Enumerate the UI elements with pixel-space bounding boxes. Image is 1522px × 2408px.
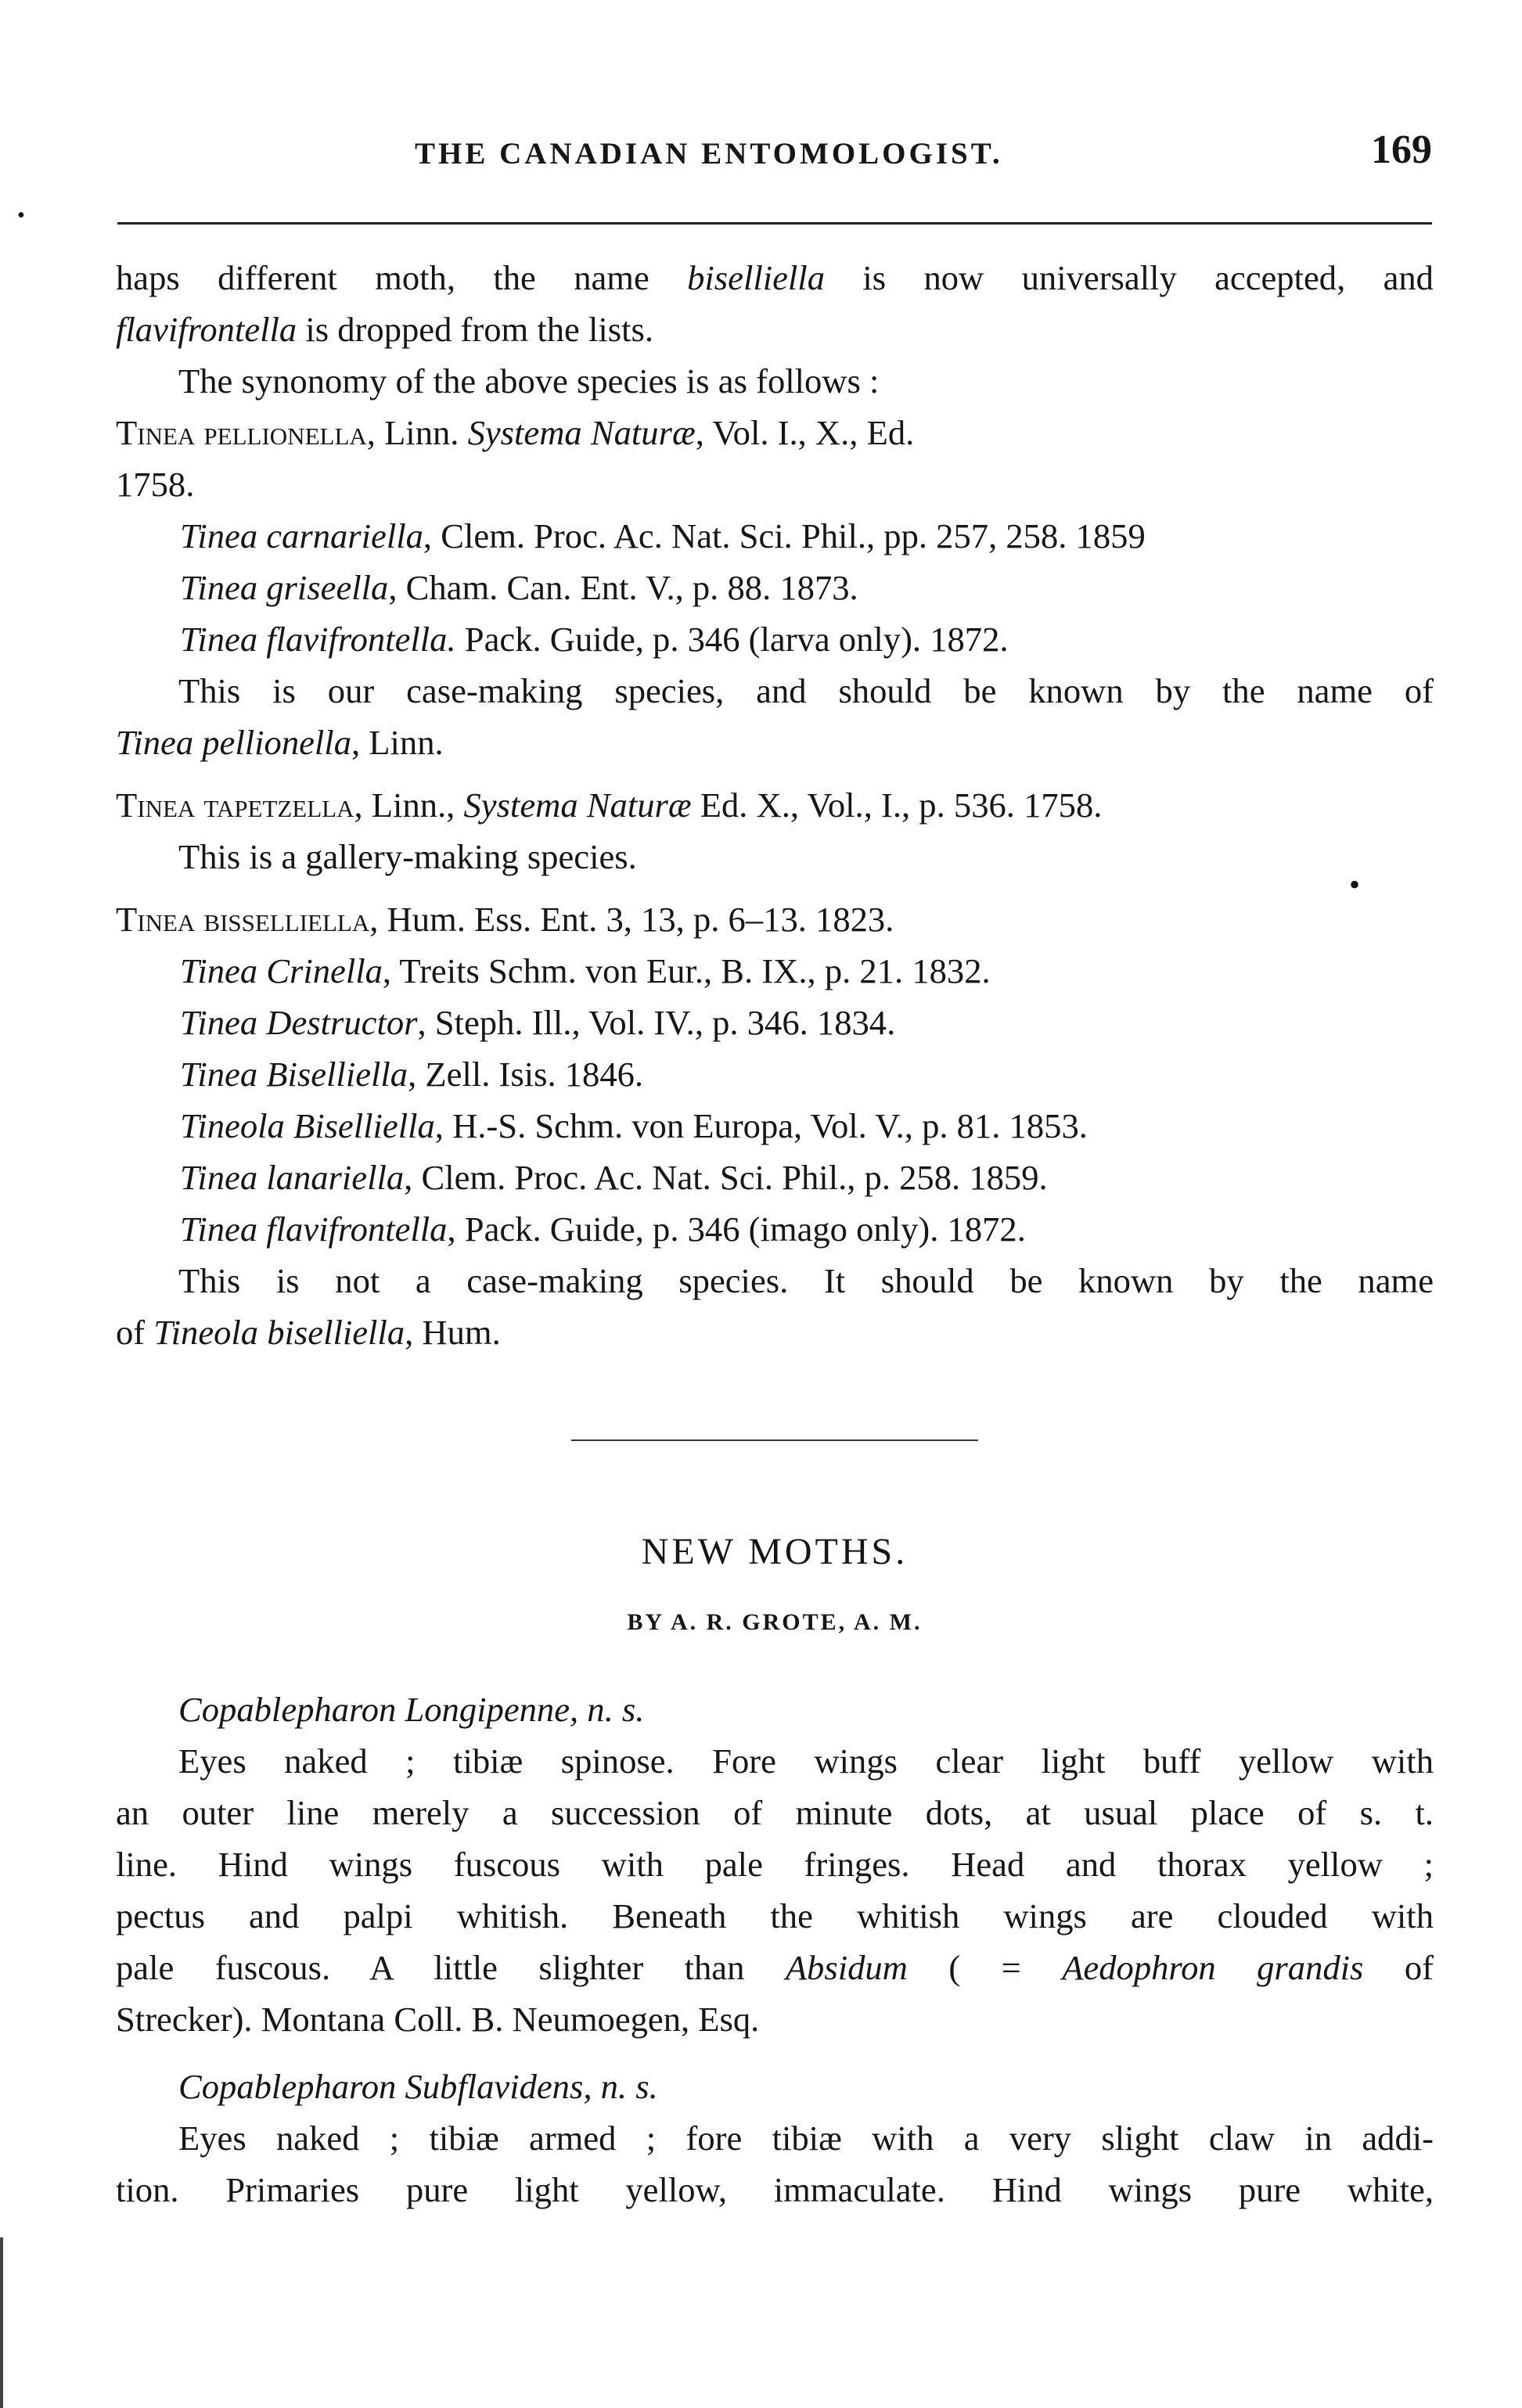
stray-mark: • [1349,867,1361,902]
species-name: Tinea bisselliella [116,900,370,939]
text-line: This is a gallery-making species. [178,837,637,876]
text-line: an outer line merely a succession of minute dots, at usual place of s. t. [116,1793,1434,1832]
synonym-line: Tinea Biselliella, Zell. Isis. 1846. [180,1055,644,1094]
synonym-line: Tinea griseella, Cham. Can. Ent. V., p. 88. 1873. [180,568,858,607]
synonym-line: Tineola Biselliella, H.-S. Schm. von Europa, Vol. V., p. 81. 1853. [180,1106,1088,1145]
text-line: line. Hind wings fuscous with pale fringes. Head and thorax yellow ; [116,1845,1434,1884]
section-separator [571,1439,978,1441]
page-body [116,252,1434,2216]
text-line: haps different moth, the name biselliella is now universally accepted, and [116,258,1434,297]
synonym-line: Tinea carnariella, Clem. Proc. Ac. Nat. Sci. Phil., pp. 257, 258. 1859 [180,516,1146,555]
text-line: of Tineola biselliella, Hum. [116,1313,501,1352]
species-entry: Tinea tapetzella, Linn., Systema Naturæ Ed. X., Vol., I., p. 536. 1758. [116,785,1103,825]
species-entry: Tinea pellionella, Linn. Systema Naturæ, Vol. I., X., Ed. [116,413,915,452]
page-header [117,128,1432,186]
synonym-line: Tinea lanariella, Clem. Proc. Ac. Nat. Sci. Phil., p. 258. 1859. [180,1158,1048,1197]
text-line: Tinea pellionella, Linn. [116,723,444,762]
text-line: Eyes naked ; tibiæ spinose. Fore wings clear light buff yellow with [178,1741,1434,1781]
article-title: NEW MOTHS. [641,1531,909,1572]
species-heading: Copablepharon Longipenne, n. s. [178,1690,645,1729]
running-head: THE CANADIAN ENTOMOLOGIST. [415,137,1003,171]
text-line: This is not a case-making species. It should be known by the name [178,1261,1434,1300]
synonym-line: Tinea flavifrontella, Pack. Guide, p. 346 (imago only). 1872. [180,1209,1026,1249]
text-line: tion. Primaries pure light yellow, immaculate. Hind wings pure white, [116,2170,1434,2209]
text-line: This is our case-making species, and should be known by the name of [178,671,1434,710]
synonym-line: Tinea Destructor, Steph. Ill., Vol. IV., p. 346. 1834. [180,1003,896,1042]
species-name: Tinea pellionella [116,413,367,452]
synonym-line: Tinea Crinella, Treits Schm. von Eur., B. IX., p. 21. 1832. [180,951,991,990]
spacer [116,768,1434,779]
page-edge-shadow [0,2237,3,2408]
text-line: pectus and palpi whitish. Beneath the whitish wings are clouded with [116,1896,1434,1935]
species-name: Tinea tapetzella [116,785,354,825]
text-line: Eyes naked ; tibiæ armed ; fore tibiæ with a very slight claw in addi- [178,2119,1434,2158]
text-line: Strecker). Montana Coll. B. Neumoegen, Esq. [116,2000,760,2039]
margin-mark: • [17,203,25,228]
spacer [116,882,1434,893]
article-byline: BY A. R. GROTE, A. M. [627,1609,923,1635]
text-line: The synonomy of the above species is as follows : [178,361,880,401]
text-line: flavifrontella is dropped from the lists. [116,310,654,349]
page-number: 169 [1371,128,1432,172]
species-entry: Tinea bisselliella, Hum. Ess. Ent. 3, 13, p. 6–13. 1823. [116,900,894,939]
text-line: pale fuscous. A little slighter than Absidum ( = Aedophron grandis of [116,1948,1434,1987]
synonym-line: Tinea flavifrontella. Pack. Guide, p. 346 (larva only). 1872. [180,620,1009,659]
species-heading: Copablepharon Subflavidens, n. s. [178,2067,658,2106]
header-rule [117,222,1432,225]
text-line: 1758. [116,465,195,504]
